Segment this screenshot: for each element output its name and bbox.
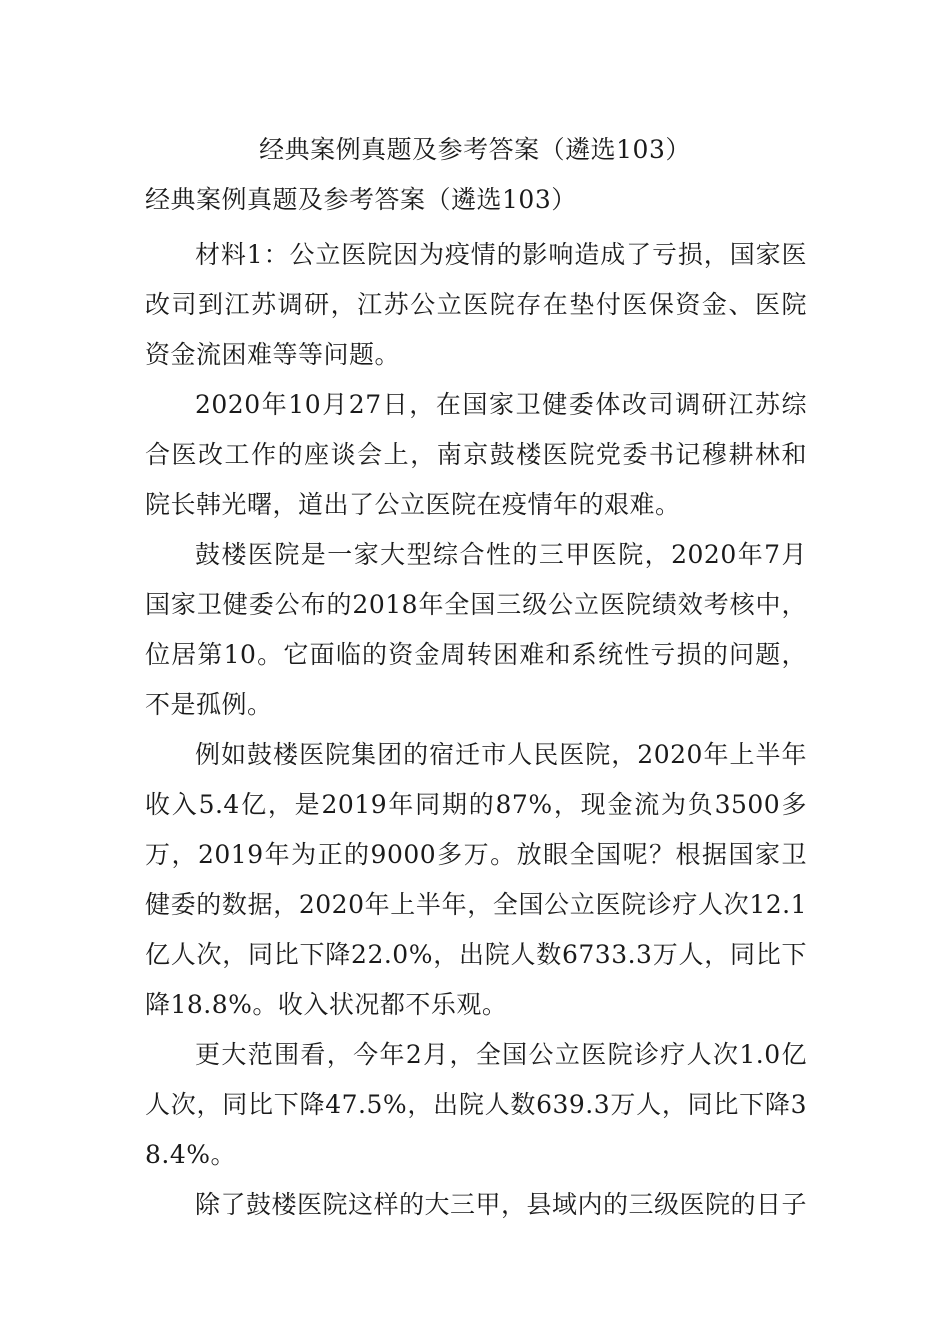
- document-title: 经典案例真题及参考答案（遴选103）: [259, 135, 691, 164]
- paragraph: 鼓楼医院是一家大型综合性的三甲医院，2020年7月国家卫健委公布的2018年全国三级公立医院绩效考核中，位居第10。它面临的资金周转困难和系统性亏损的问题，不是孤例。: [145, 540, 807, 719]
- paragraph: 除了鼓楼医院这样的大三甲，县域内的三级医院的日子: [195, 1190, 808, 1219]
- document-subtitle: 经典案例真题及参考答案（遴选103）: [145, 185, 577, 214]
- paragraph: 例如鼓楼医院集团的宿迁市人民医院，2020年上半年收入5.4亿，是2019年同期的87%，现金流为负3500多万，2019年为正的9000多万。放眼全国呢？根据国家卫健委的数据，2020年上半年，全国公立医院诊疗人次12.1亿人次，同比下降22.0%，出院人数6733.3万人，同比下降18.8%。收入状况都不乐观。: [145, 740, 807, 1019]
- paragraph: 材料1：公立医院因为疫情的影响造成了亏损，国家医改司到江苏调研，江苏公立医院存在垫付医保资金、医院资金流困难等等问题。: [145, 240, 807, 369]
- paragraph: 2020年10月27日，在国家卫健委体改司调研江苏综合医改工作的座谈会上，南京鼓楼医院党委书记穆耕林和院长韩光曙，道出了公立医院在疫情年的艰难。: [145, 390, 807, 519]
- paragraph: 更大范围看，今年2月，全国公立医院诊疗人次1.0亿人次，同比下降47.5%，出院人数639.3万人，同比下降38.4%。: [145, 1040, 807, 1169]
- document-body: [145, 230, 807, 1230]
